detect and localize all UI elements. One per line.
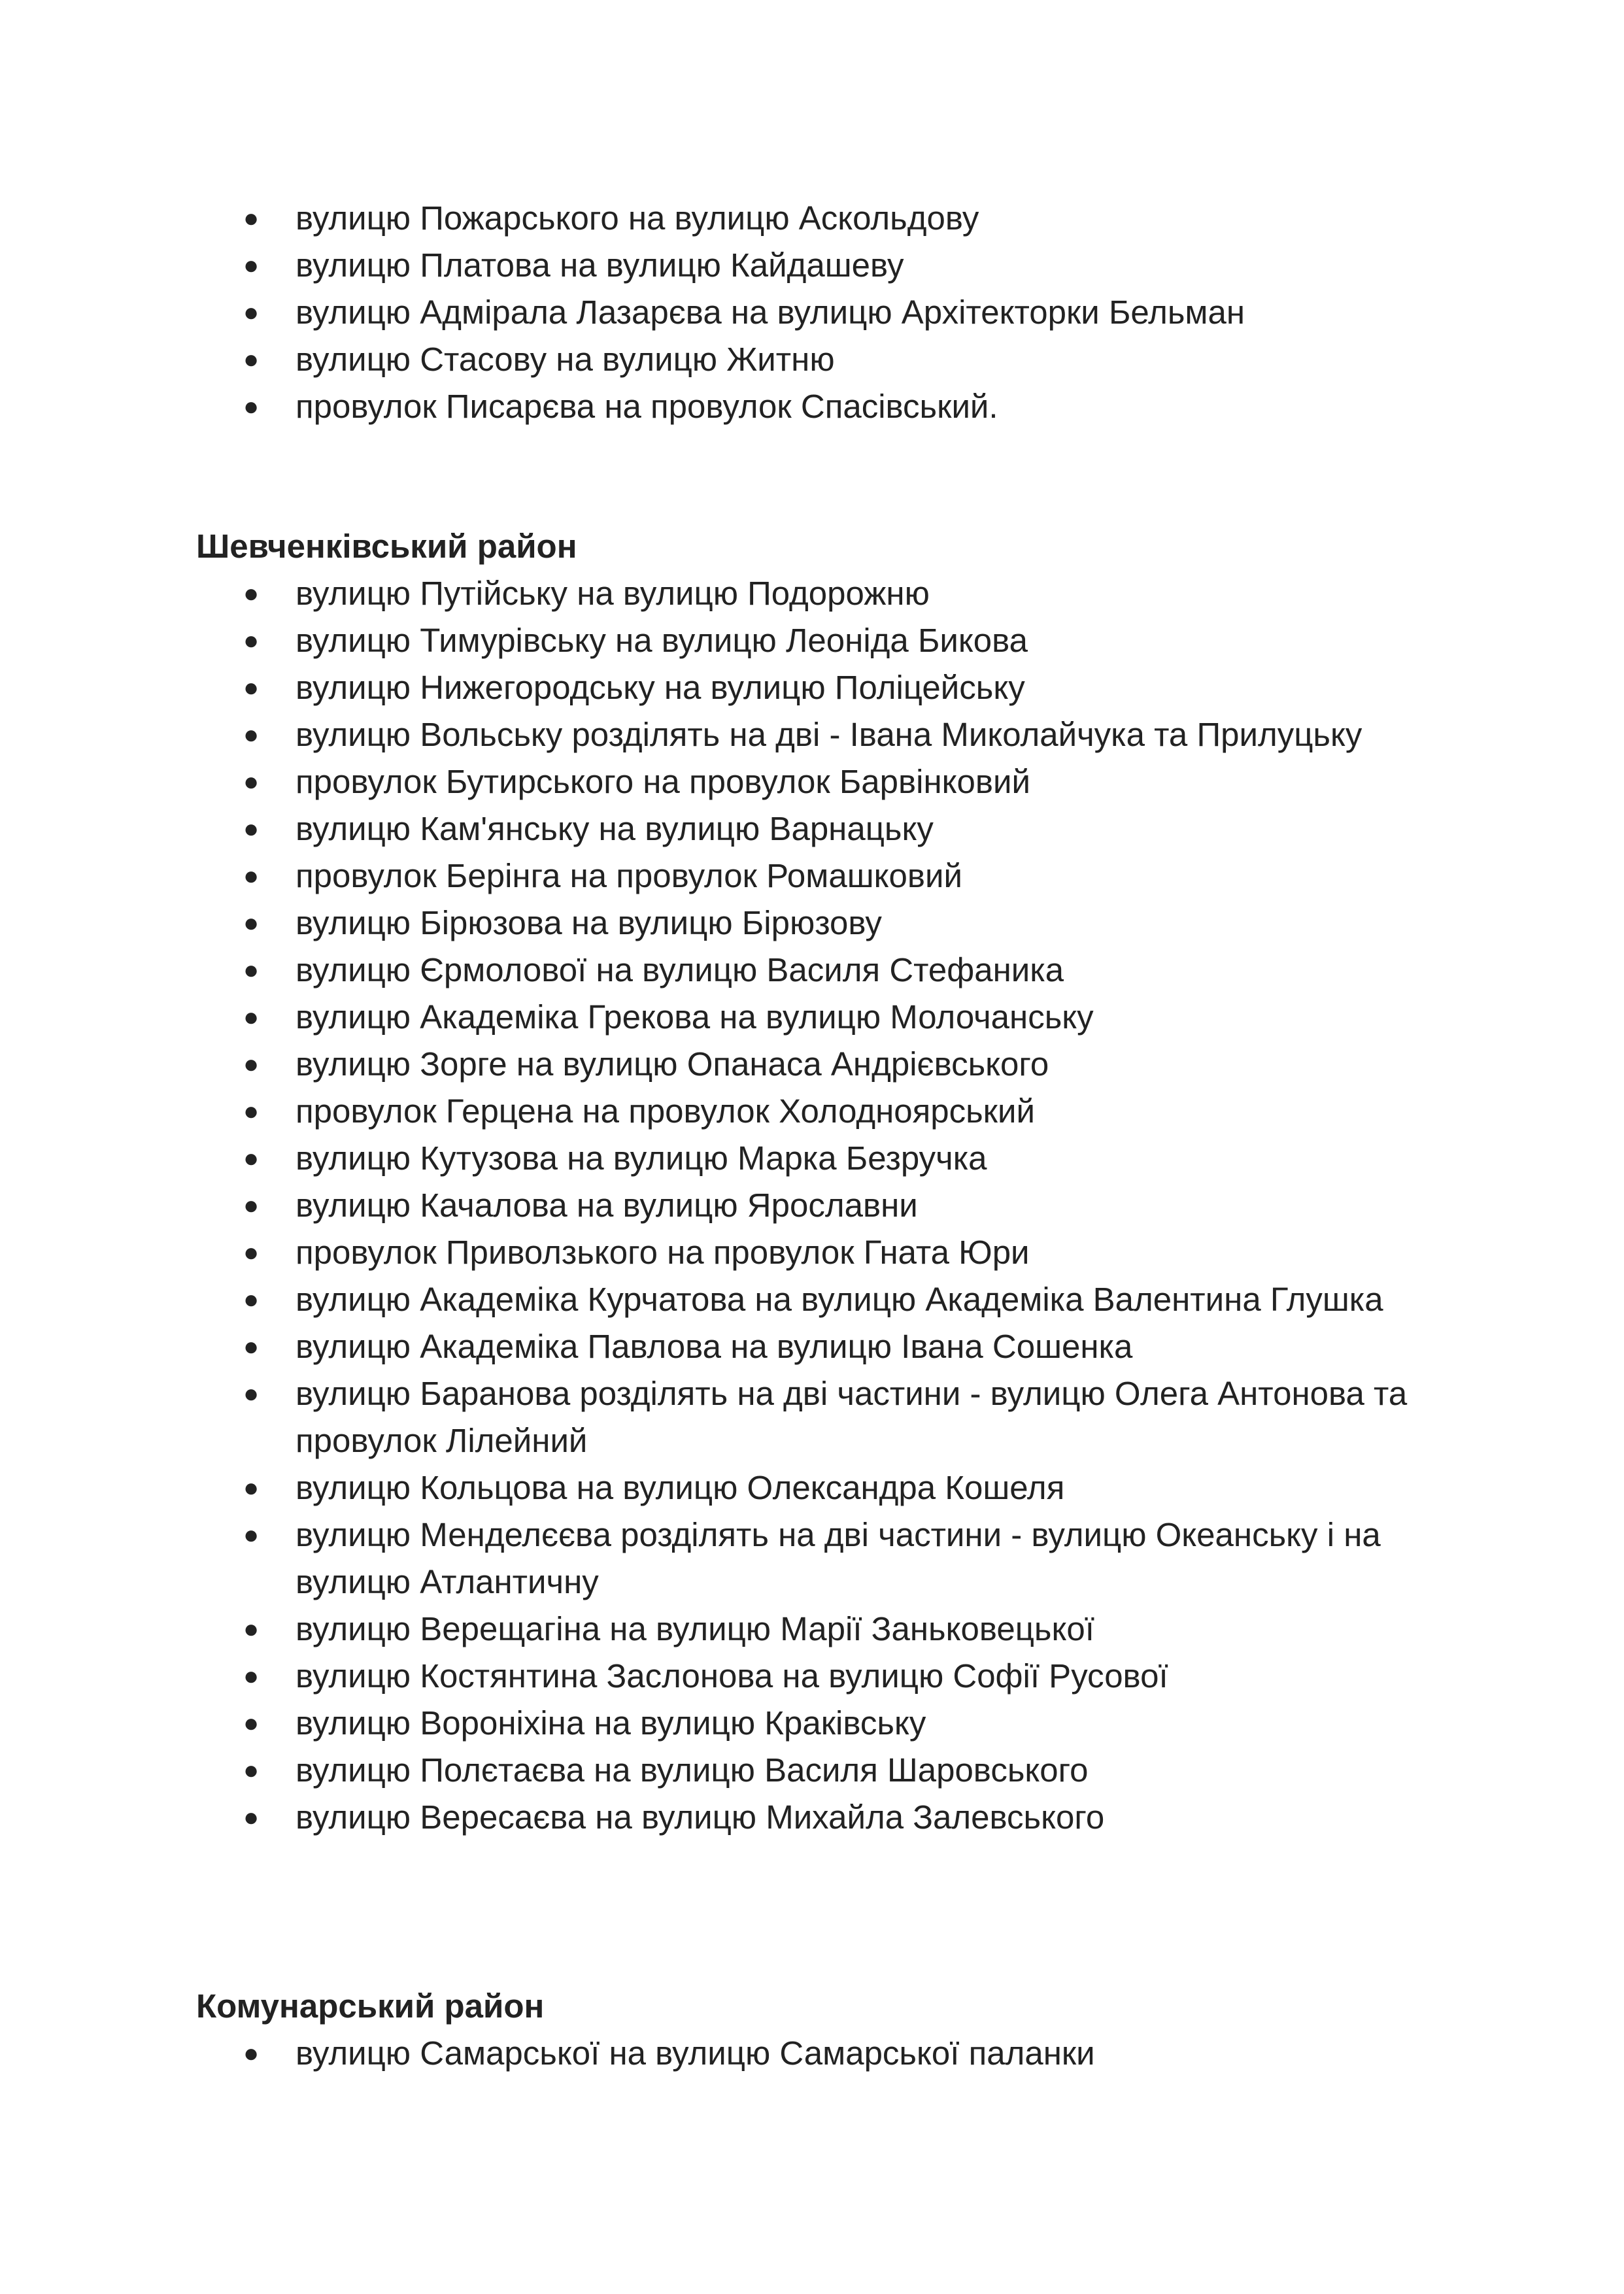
bullet: ● [243,720,260,749]
bullet: ● [243,1332,260,1361]
list-item-text: вулицю Вороніхіна на вулицю Краківську [296,1704,926,1742]
list-item [243,1041,1459,1088]
list-item [243,1276,1459,1323]
bullet: ● [243,1474,260,1502]
section-heading-shevchenkivskyi: Шевченківський район [196,528,577,565]
list-item [243,289,1459,336]
list-item [243,758,1459,805]
list-item-text: вулицю Академіка Курчатова на вулицю Академіка Валентина Глушка [296,1281,1383,1318]
list-item-text: вулицю Вольську розділять на дві - Івана Миколайчука та Прилуцьку [296,716,1362,753]
bullet: ● [243,1615,260,1644]
list-item [243,570,1459,617]
street-list-3 [243,2030,1459,2077]
list-item [243,2030,1459,2077]
bullet: ● [243,767,260,796]
list-item [243,336,1459,383]
bullet: ● [243,1756,260,1785]
list-item [243,664,1459,711]
bullet: ● [243,298,260,327]
list-item-text: вулицю Кутузова на вулицю Марка Безручка [296,1139,987,1177]
bullet: ● [243,1709,260,1738]
bullet: ● [243,862,260,890]
list-item-text: вулицю Кольцова на вулицю Олександра Кошеля [296,1469,1065,1506]
bullet: ● [243,956,260,985]
list-item [243,383,1459,430]
bullet: ● [243,1003,260,1032]
list-item-text: вулицю Академіка Грекова на вулицю Молочанську [296,998,1094,1036]
bullet: ● [243,815,260,843]
list-item [243,195,1459,242]
list-item [243,947,1459,994]
list-item-text: провулок Приволзького на провулок Гната Юри [296,1234,1030,1271]
list-item-text: провулок Писарєва на провулок Спасівський. [296,388,998,425]
bullet: ● [243,1803,260,1832]
bullet: ● [243,1662,260,1691]
bullet: ● [243,251,260,280]
list-item [243,852,1459,900]
list-item [243,1464,1459,1511]
list-item [243,900,1459,947]
bullet: ● [243,673,260,702]
list-item [243,1323,1459,1370]
list-item [243,1088,1459,1135]
list-item-text: вулицю Адмірала Лазарєва на вулицю Архітекторки Бельман [296,294,1245,331]
list-item-text: провулок Герцена на провулок Холодноярський [296,1092,1035,1130]
list-item-text: вулицю Верещагіна на вулицю Марії Заньковецької [296,1610,1094,1647]
bullet: ● [243,2039,260,2068]
list-item-text: вулицю Кам'янську на вулицю Варнацьку [296,810,934,847]
list-item [243,1135,1459,1182]
list-item-text: вулицю Баранова розділять на дві частини - вулицю Олега Антонова та провулок Лілейний [296,1375,1408,1459]
list-item-text: вулицю Вересаєва на вулицю Михайла Залевського [296,1798,1105,1836]
list-item-text: вулицю Академіка Павлова на вулицю Івана Сошенка [296,1328,1133,1365]
list-item-text: вулицю Платова на вулицю Кайдашеву [296,246,904,284]
bullet: ● [243,345,260,374]
bullet: ● [243,1379,260,1408]
list-item-text: вулицю Єрмолової на вулицю Василя Стефаника [296,951,1064,988]
bullet: ● [243,1238,260,1267]
bullet: ● [243,1144,260,1173]
list-item [243,711,1459,758]
list-item-text: вулицю Качалова на вулицю Ярославни [296,1187,918,1224]
bullet: ● [243,909,260,937]
bullet: ● [243,392,260,421]
list-item [243,1606,1459,1653]
bullet: ● [243,626,260,655]
list-item [243,1511,1459,1606]
list-item-text: вулицю Бірюзова на вулицю Бірюзову [296,904,882,941]
list-item [243,242,1459,289]
list-item-text: вулицю Нижегородську на вулицю Поліцейську [296,669,1025,706]
list-item-text: вулицю Полєтаєва на вулицю Василя Шаровського [296,1751,1089,1789]
section-heading-komunarskyi: Комунарський район [196,1987,545,2025]
list-item-text: вулицю Самарської на вулицю Самарської паланки [296,2034,1095,2072]
list-item [243,1229,1459,1276]
list-item-text: вулицю Путійську на вулицю Подорожню [296,575,930,612]
street-list-1 [243,195,1459,430]
bullet: ● [243,1050,260,1079]
list-item-text: вулицю Стасову на вулицю Житню [296,341,835,378]
list-item-text: вулицю Тимурівську на вулицю Леоніда Бикова [296,622,1028,659]
bullet: ● [243,1097,260,1126]
list-item [243,617,1459,664]
list-item [243,1747,1459,1794]
list-item-text: вулицю Зорге на вулицю Опанаса Андрієвського [296,1045,1049,1083]
list-item-text: вулицю Менделєєва розділять на дві частини - вулицю Океанську і на вулицю Атлантичну [296,1516,1381,1600]
list-item-text: провулок Бутирського на провулок Барвінковий [296,763,1030,800]
list-item [243,805,1459,852]
list-item [243,1653,1459,1700]
bullet: ● [243,1191,260,1220]
bullet: ● [243,579,260,608]
list-item-text: провулок Берінга на провулок Ромашковий [296,857,962,894]
street-list-2 [243,570,1459,1841]
bullet: ● [243,204,260,233]
list-item [243,1794,1459,1841]
bullet: ● [243,1521,260,1549]
list-item-text: вулицю Пожарського на вулицю Аскольдову [296,199,979,237]
list-item [243,1370,1459,1464]
list-item [243,1182,1459,1229]
list-item [243,1700,1459,1747]
list-item-text: вулицю Костянтина Заслонова на вулицю Софії Русової [296,1657,1168,1695]
bullet: ● [243,1285,260,1314]
list-item [243,994,1459,1041]
